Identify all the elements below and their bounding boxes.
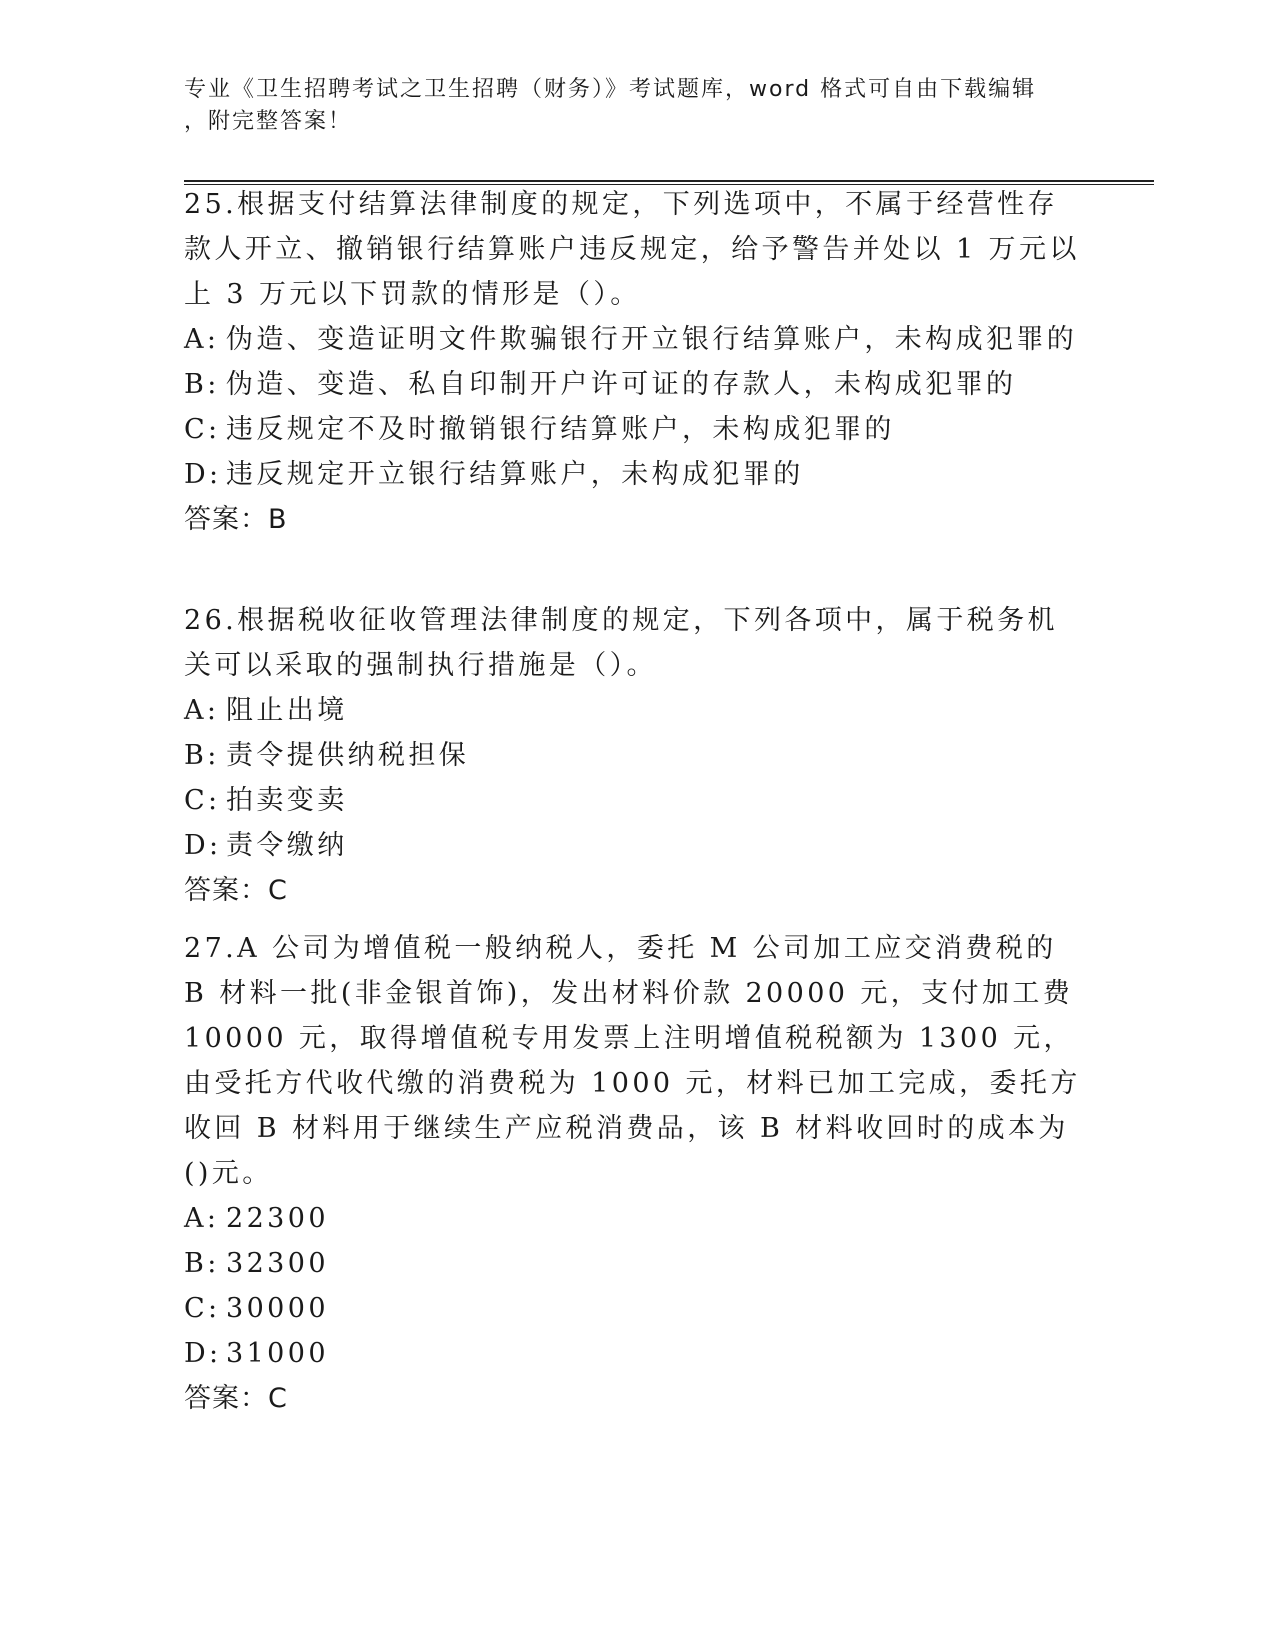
- answer: 答案：C: [184, 1383, 288, 1414]
- option-letter: C:: [184, 1293, 221, 1324]
- option-c: [184, 407, 1084, 452]
- option-text: 责令缴纳: [226, 830, 348, 861]
- option-c: [184, 1286, 1084, 1331]
- option-letter: A:: [184, 695, 220, 726]
- option-c: [184, 778, 1084, 823]
- option-a: [184, 317, 1084, 362]
- option-letter: B:: [184, 740, 220, 771]
- option-letter: B:: [184, 1248, 220, 1279]
- document-header: [184, 74, 1064, 138]
- option-text: 违反规定开立银行结算账户，未构成犯罪的: [226, 459, 804, 490]
- option-text: 责令提供纳税担保: [226, 740, 470, 771]
- header-line-2: ，附完整答案！: [184, 109, 353, 134]
- option-text: 伪造、变造证明文件欺骗银行开立银行结算账户，未构成犯罪的: [226, 324, 1078, 355]
- question-stem: 26.根据税收征收管理法律制度的规定，下列各项中，属于税务机关可以采取的强制执行措施是（）。: [184, 605, 1058, 681]
- answer: 答案：B: [184, 504, 288, 535]
- question-25: [184, 182, 1084, 542]
- option-d: [184, 823, 1084, 868]
- option-letter: D:: [184, 459, 222, 490]
- header-line-1: 专业《卫生招聘考试之卫生招聘（财务）》考试题库，word 格式可自由下载编辑: [184, 77, 1037, 102]
- option-text: 拍卖变卖: [226, 785, 348, 816]
- option-d: [184, 452, 1084, 497]
- question-27: [184, 926, 1084, 1421]
- option-text: 伪造、变造、私自印制开户许可证的存款人，未构成犯罪的: [226, 369, 1017, 400]
- option-d: [184, 1331, 1084, 1376]
- question-stem: 27.A 公司为增值税一般纳税人，委托 M 公司加工应交消费税的 B 材料一批(非金银首饰)，发出材料价款 20000 元，支付加工费 10000 元，取得增值税专用发票上注明增值税税额为 1300 元，由受托方代收代缴的消费税为 1000 元，材料已加工完成，委托方收回 B 材料用于继续生产应税消费品，该 B 材料收回时的成本为()元。: [184, 933, 1081, 1189]
- option-letter: A:: [184, 324, 220, 355]
- option-a: [184, 688, 1084, 733]
- option-letter: D:: [184, 1338, 222, 1369]
- question-26: [184, 598, 1084, 913]
- option-text: 阻止出境: [226, 695, 348, 726]
- option-text: 32300: [226, 1248, 329, 1279]
- option-letter: C:: [184, 414, 221, 445]
- option-b: [184, 733, 1084, 778]
- option-a: [184, 1196, 1084, 1241]
- option-text: 30000: [226, 1293, 329, 1324]
- option-text: 违反规定不及时撤销银行结算账户，未构成犯罪的: [226, 414, 895, 445]
- option-letter: A:: [184, 1203, 220, 1234]
- option-letter: D:: [184, 830, 222, 861]
- option-letter: C:: [184, 785, 221, 816]
- answer: 答案：C: [184, 875, 288, 906]
- option-b: [184, 362, 1084, 407]
- option-text: 22300: [226, 1203, 329, 1234]
- option-letter: B:: [184, 369, 220, 400]
- option-text: 31000: [226, 1338, 329, 1369]
- option-b: [184, 1241, 1084, 1286]
- question-stem: 25.根据支付结算法律制度的规定，下列选项中，不属于经营性存款人开立、撤销银行结算账户违反规定，给予警告并处以 1 万元以上 3 万元以下罚款的情形是（）。: [184, 189, 1080, 310]
